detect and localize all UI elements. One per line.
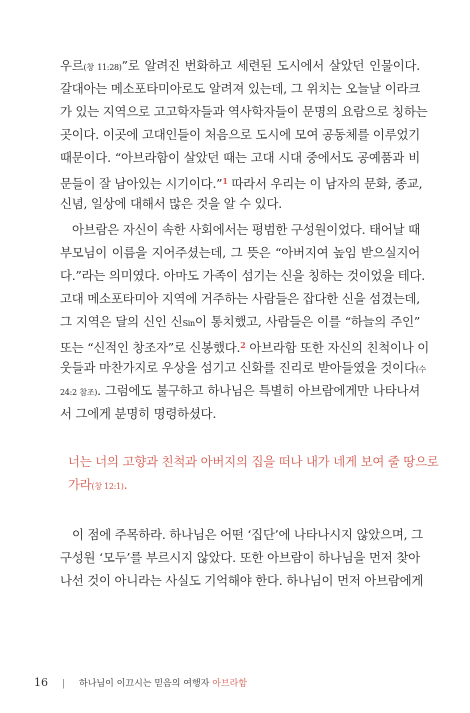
text-line: 나선 것이 아니라는 사실도 기억해야 한다. 하나님이 먼저 아브람에게: [60, 573, 424, 588]
text-line: 고대 메소포타미아 지역에 거주하는 사람들은 잡다한 신을 섬겼는데,: [60, 291, 420, 306]
page-number: 16: [34, 676, 48, 689]
scripture-reference: (수: [415, 365, 426, 374]
book-title: 하나님이 이끄시는 믿음의 여행자: [79, 679, 210, 689]
footer-separator: |: [62, 679, 66, 689]
footnote-marker: 1: [222, 176, 228, 186]
scripture-reference: (창 12:1): [91, 482, 124, 491]
text-line: 그 지역은 달의 신인 신Sin이 통치했고, 사람들은 이를 “하늘의 주인”: [60, 314, 420, 329]
text-line: 구성원 ‘모두’를 부르시지 않았다. 또한 아브람이 하나님을 먼저 찾아: [60, 550, 420, 565]
text-line: 부모님이 이름을 지어주셨는데, 그 뜻은 “아버지여 높임 받으실지어: [60, 245, 420, 260]
scripture-quote-line: 너는 너의 고향과 친척과 아버지의 집을 떠나 내가 네게 보여 줄 땅으로: [68, 454, 439, 469]
text-line: 가 있는 지역으로 고고학자들과 역사학자들이 문명의 요람으로 칭하는: [60, 104, 428, 119]
text-line: 웃들과 마찬가지로 우상을 섬기고 신화를 진리로 받아들였을 것이다(수: [60, 360, 426, 375]
text-line: 아브람은 자신이 속한 사회에서는 평범한 구성원이었다. 태어날 때: [72, 222, 420, 237]
text-line: 서 그에게 분명히 명령하셨다.: [60, 406, 217, 421]
footnote-marker: 2: [240, 340, 246, 350]
scripture-reference: 24:2 참조): [60, 388, 98, 397]
text-line: 다.”라는 의미였다. 아마도 가족이 섬기는 신을 칭하는 것이었을 테다.: [60, 268, 426, 283]
latin-term: Sin: [182, 319, 195, 328]
text-line: 갈대아는 메소포타미아로도 알려져 있는데, 그 위치는 오늘날 이라크: [60, 81, 420, 96]
text-line: 곳이다. 이곳에 고대인들이 처음으로 도시에 모여 공동체를 이루었기: [60, 127, 420, 142]
text-line: 때문이다. “아브라함이 살았던 때는 고대 시대 중에서도 공예품과 비: [60, 150, 420, 165]
text-line: 24:2 참조). 그럼에도 불구하고 하나님은 특별히 아브람에게만 나타나셔: [60, 383, 421, 398]
text-line: 이 점에 주목하라. 하나님은 어떤 ‘집단’에 나타나시지 않았으며, 그: [72, 527, 423, 542]
book-title-accent: 아브라함: [212, 679, 248, 689]
text-line: 문들이 잘 남아있는 시기이다.”$^1$ 따라서 우리는 이 남자의 문화, 종교,: [60, 176, 423, 191]
text-line: 우르(창 11:28)”로 알려진 번화하고 세련된 도시에서 살았던 인물이다.: [60, 58, 420, 73]
text-line: 또는 “신적인 창조자”로 신봉했다.$^2$ 아브라함 또한 자신의 친척이나 이: [60, 340, 430, 355]
scripture-quote-line: 가라(창 12:1).: [68, 477, 128, 492]
text-line: 신념, 일상에 대해서 많은 것을 알 수 있다.: [60, 196, 282, 211]
scripture-reference: (창 11:28): [83, 63, 122, 72]
page-footer: [34, 676, 414, 689]
